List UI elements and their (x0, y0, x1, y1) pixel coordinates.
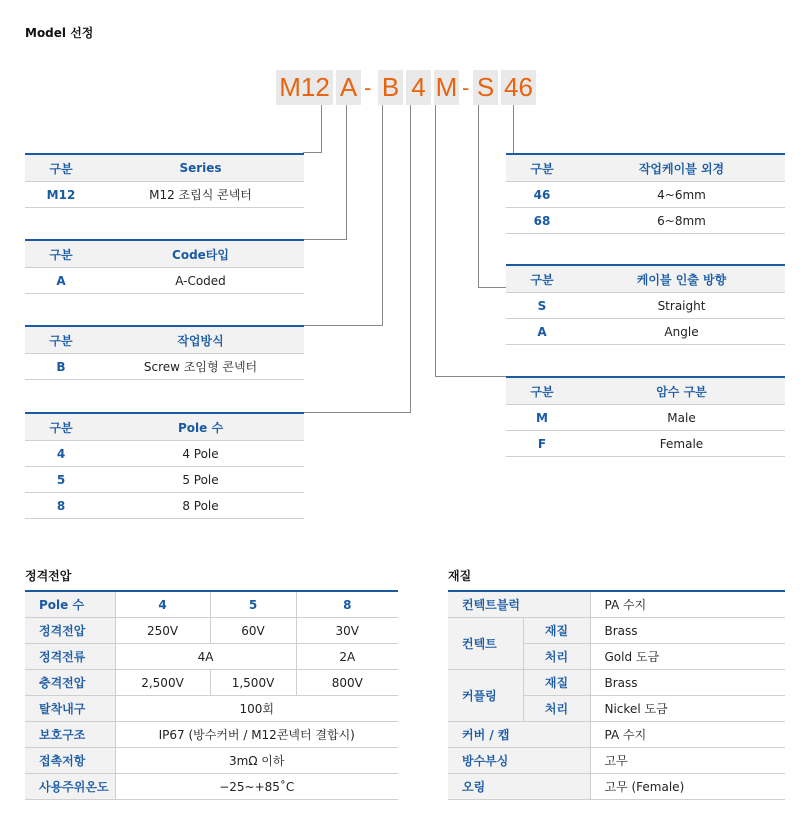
code-part-series: M12 (276, 70, 333, 105)
sub-label: 재질 (523, 670, 590, 696)
row-label: 방수부싱 (448, 748, 590, 774)
model-code (0, 0, 800, 120)
cell-value: −25~+85˚C (115, 774, 398, 800)
cable-direction-table (506, 264, 785, 345)
sub-label: 처리 (523, 644, 590, 670)
row-label: 오링 (448, 774, 590, 800)
option-code: 68 (506, 208, 578, 234)
connector-line (513, 105, 514, 154)
code-part-gender: M (434, 70, 459, 105)
col-header: 구분 (25, 240, 97, 268)
connector-line (435, 105, 436, 377)
section-title-rating: 정격전압 (25, 569, 72, 583)
cell-value: 2A (296, 644, 398, 670)
row-label: 탈착내구 (25, 696, 115, 722)
code-part-method: B (378, 70, 403, 105)
option-code: S (506, 293, 578, 319)
cell-value: 100회 (115, 696, 398, 722)
connector-line (382, 105, 383, 326)
section-title-model: Model 선정 (25, 26, 94, 40)
cell-value: 60V (210, 618, 296, 644)
option-code: 5 (25, 467, 97, 493)
row-label: 커버 / 캡 (448, 722, 590, 748)
connector-line (321, 105, 322, 153)
cell-value: 30V (296, 618, 398, 644)
row-label: 사용주위온도 (25, 774, 115, 800)
row-label: 충격전압 (25, 670, 115, 696)
option-code: 46 (506, 182, 578, 208)
cell-value: PA 수지 (590, 591, 785, 618)
gender-table (506, 376, 785, 457)
cell-value: 4A (115, 644, 296, 670)
option-desc: 6~8mm (578, 208, 785, 234)
connector-line (478, 287, 506, 288)
connector-line (303, 325, 383, 326)
row-label: Pole 수 (25, 591, 115, 618)
option-code: F (506, 431, 578, 457)
option-code: 8 (25, 493, 97, 519)
option-desc: 4 Pole (97, 441, 304, 467)
connector-line (346, 105, 347, 240)
col-header: 작업케이블 외경 (578, 154, 785, 182)
pole-table (25, 412, 304, 519)
col-header: 구분 (506, 265, 578, 293)
row-label: 접촉저항 (25, 748, 115, 774)
code-type-table (25, 239, 304, 294)
pole-header: 8 (296, 591, 398, 618)
code-part-pole: 4 (406, 70, 431, 105)
connector-line (410, 105, 411, 413)
option-desc: 4~6mm (578, 182, 785, 208)
cell-value: IP67 (방수커버 / M12콘넥터 결합시) (115, 722, 398, 748)
col-header: Pole 수 (97, 413, 304, 441)
method-table (25, 325, 304, 380)
cell-value: Nickel 도금 (590, 696, 785, 722)
option-desc: Angle (578, 319, 785, 345)
section-title-material: 재질 (448, 569, 472, 583)
col-header: Series (97, 154, 304, 182)
row-label: 정격전압 (25, 618, 115, 644)
cable-diameter-table (506, 153, 785, 234)
connector-line (303, 412, 411, 413)
option-code: A (25, 268, 97, 294)
connector-line (303, 152, 322, 153)
option-desc: A-Coded (97, 268, 304, 294)
option-desc: M12 조립식 콘넥터 (97, 182, 304, 208)
cell-value: 고무 (Female) (590, 774, 785, 800)
option-code: M (506, 405, 578, 431)
option-code: A (506, 319, 578, 345)
pole-header: 4 (115, 591, 210, 618)
pole-header: 5 (210, 591, 296, 618)
cell-value: 250V (115, 618, 210, 644)
row-label: 컨텍트블럭 (448, 591, 590, 618)
col-header: 구분 (506, 154, 578, 182)
cell-value: 800V (296, 670, 398, 696)
row-label: 커플링 (448, 670, 523, 722)
col-header: 구분 (25, 326, 97, 354)
rating-table (25, 590, 398, 800)
col-header: 케이블 인출 방향 (578, 265, 785, 293)
sub-label: 처리 (523, 696, 590, 722)
option-desc: Female (578, 431, 785, 457)
option-code: B (25, 354, 97, 380)
cell-value: 1,500V (210, 670, 296, 696)
code-part-direction: S (473, 70, 498, 105)
code-part-diameter: 46 (501, 70, 536, 105)
cell-value: PA 수지 (590, 722, 785, 748)
connector-line (303, 239, 347, 240)
code-dash: - (364, 75, 372, 100)
cell-value: 2,500V (115, 670, 210, 696)
col-header: Code타입 (97, 240, 304, 268)
option-desc: Straight (578, 293, 785, 319)
cell-value: Gold 도금 (590, 644, 785, 670)
option-desc: Screw 조임형 콘넥터 (97, 354, 304, 380)
code-part-type: A (336, 70, 361, 105)
sub-label: 재질 (523, 618, 590, 644)
connector-line (435, 376, 506, 377)
cell-value: Brass (590, 670, 785, 696)
col-header: 구분 (25, 413, 97, 441)
row-label: 정격전류 (25, 644, 115, 670)
material-table (448, 590, 785, 800)
option-desc: 5 Pole (97, 467, 304, 493)
option-desc: 8 Pole (97, 493, 304, 519)
row-label: 컨텍트 (448, 618, 523, 670)
col-header: 구분 (506, 377, 578, 405)
cell-value: 고무 (590, 748, 785, 774)
col-header: 작업방식 (97, 326, 304, 354)
code-dash: - (462, 75, 470, 100)
option-desc: Male (578, 405, 785, 431)
col-header: 구분 (25, 154, 97, 182)
connector-line (478, 105, 479, 288)
option-code: M12 (25, 182, 97, 208)
row-label: 보호구조 (25, 722, 115, 748)
col-header: 암수 구분 (578, 377, 785, 405)
series-table (25, 153, 304, 208)
cell-value: Brass (590, 618, 785, 644)
option-code: 4 (25, 441, 97, 467)
cell-value: 3mΩ 이하 (115, 748, 398, 774)
